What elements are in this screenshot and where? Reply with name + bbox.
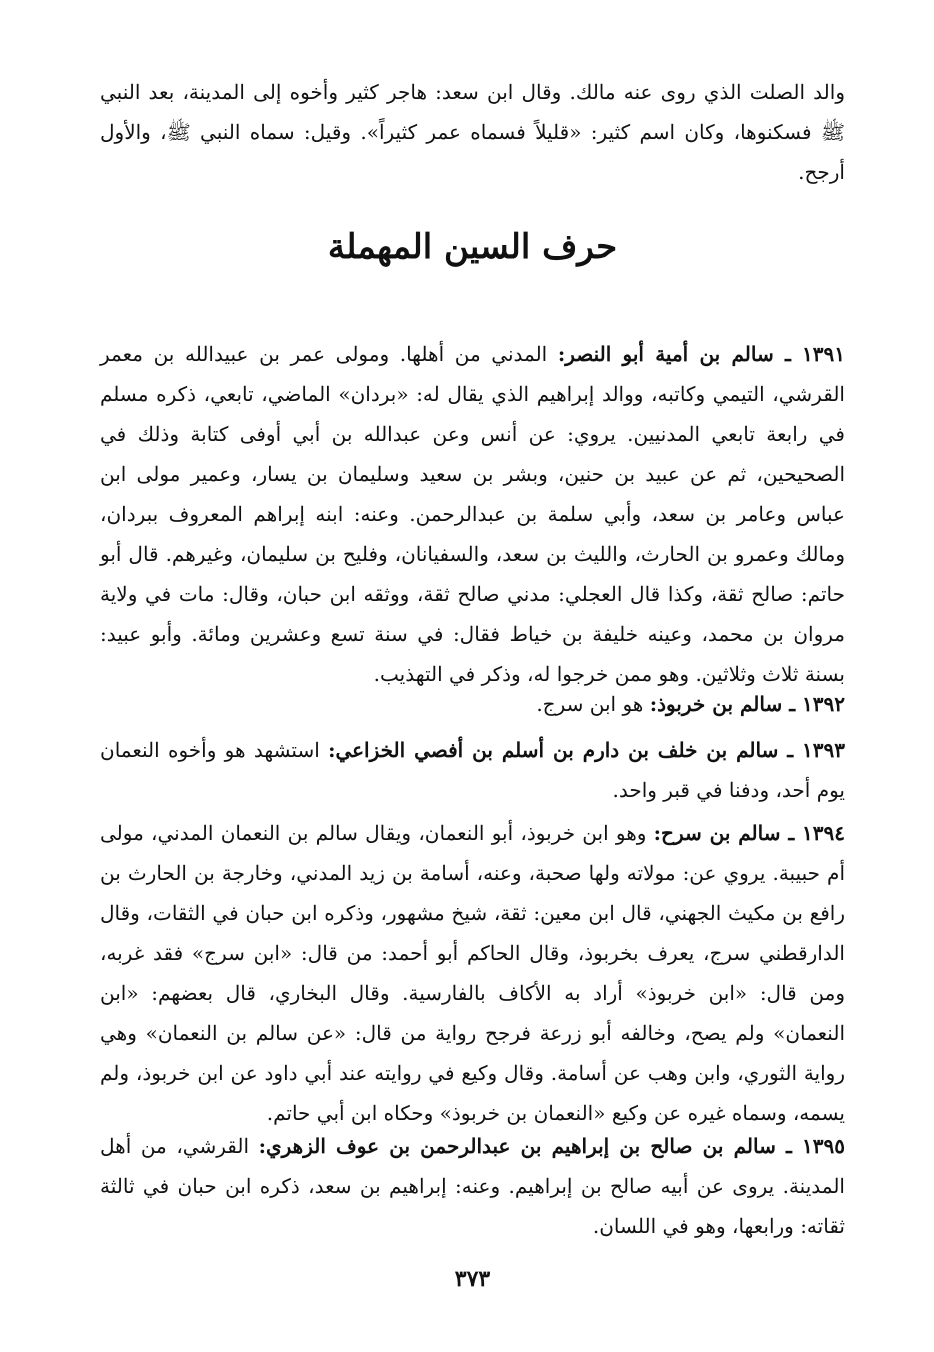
entry-1394 (100, 813, 845, 1133)
entry-head: ١٣٩٤ ـ سالم بن سرح: (653, 821, 846, 845)
intro-paragraph: والد الصلت الذي روى عنه مالك. وقال ابن سعد: هاجر كثير وأخوه إلى المدينة، بعد النبي ﷺ فسكنوها، وكان اسم كثير: «قليلاً فسماه عمر كثيراً». وقيل: سماه النبي ﷺ، والأول أرجح. (100, 80, 845, 184)
entry-1392 (100, 684, 845, 724)
section-heading: حرف السين المهملة (327, 227, 618, 267)
entry-body: هو ابن سرج. (536, 692, 650, 716)
entry-head: ١٣٩١ ـ سالم بن أمية أبو النصر: (557, 342, 845, 366)
entry-head: ١٣٩٥ ـ سالم بن صالح بن إبراهيم بن عبدالرحمن بن عوف الزهري: (258, 1134, 845, 1158)
entry-body: القرشي، من أهل المدينة. يروى عن أبيه صالح بن إبراهيم. وعنه: إبراهيم بن سعد، ذكره ابن حبان في ثالثة ثقاته: ورابعها، وهو في اللسان. (100, 1134, 845, 1238)
entry-head: ١٣٩٢ ـ سالم بن خربوذ: (649, 692, 845, 716)
entry-1395 (100, 1126, 845, 1246)
entry-1393 (100, 730, 845, 810)
entry-body: المدني من أهلها. ومولى عمر بن عبيدالله بن معمر القرشي، التيمي وكاتبه، ووالد إبراهيم الذي يقال له: «بردان» الماضي، تابعي، ذكره مسلم في رابعة تابعي المدنيين. يروي: عن أنس وعن عبدالله بن أبي أوفى كتابة وذلك في الصحيحين، ثم عن عبيد بن حنين، وبشر بن سعيد وسليمان بن يسار، وعمير مولى ابن عباس وعامر بن سعد، وأبي سلمة بن عبدالرحمن. وعنه: ابنه إبراهم المعروف ببردان، ومالك وعمرو بن الحارث، والليث بن سعد، والسفيانان، وفليح بن سليمان، وغيرهم. قال أبو حاتم: صالح ثقة، وكذا قال العجلي: مدني صالح ثقة، ووثقه ابن حبان، وقال: مات في ولاية مروان بن محمد، وعينه خليفة بن خياط فقال: في سنة تسع وعشرين ومائة. وأبو عبيد: بسنة ثلاث وثلاثين. وهو ممن خرجوا له، وذكر في التهذيب. (100, 342, 845, 686)
page-number: ٣٧٣ (454, 1266, 491, 1292)
entry-head: ١٣٩٣ ـ سالم بن خلف بن دارم بن أسلم بن أفصي الخزاعي: (328, 738, 845, 762)
entry-body: استشهد هو وأخوه النعمان يوم أحد، ودفنا في قبر واحد. (100, 738, 845, 802)
entry-1391 (100, 334, 845, 694)
entry-body: وهو ابن خربوذ، أبو النعمان، ويقال سالم بن النعمان المدني، مولى أم حبيبة. يروي عن: مولاته ولها صحبة، وعنه، أسامة بن زيد المدني، وخارجة بن الحارث بن رافع بن مكيث الجهني، قال ابن معين: ثقة، شيخ مشهور، وذكره ابن حبان في الثقات، وقال الدارقطني سرج، يعرف بخربوذ، وقال الحاكم أبو أحمد: من قال: «ابن سرج» فقد غربه، ومن قال: «ابن خربوذ» أراد به الأكاف بالفارسية. وقال البخاري، قال بعضهم: «ابن النعمان» ولم يصح، وخالفه أبو زرعة فرجح رواية من قال: «عن سالم بن النعمان» وهي رواية الثوري، وابن وهب عن أسامة. وقال وكيع في روايته عند أبي داود عن ابن خربوذ، ولم يسمه، وسماه غيره عن وكيع «النعمان بن خربوذ» وحكاه ابن أبي حاتم. (100, 821, 845, 1125)
